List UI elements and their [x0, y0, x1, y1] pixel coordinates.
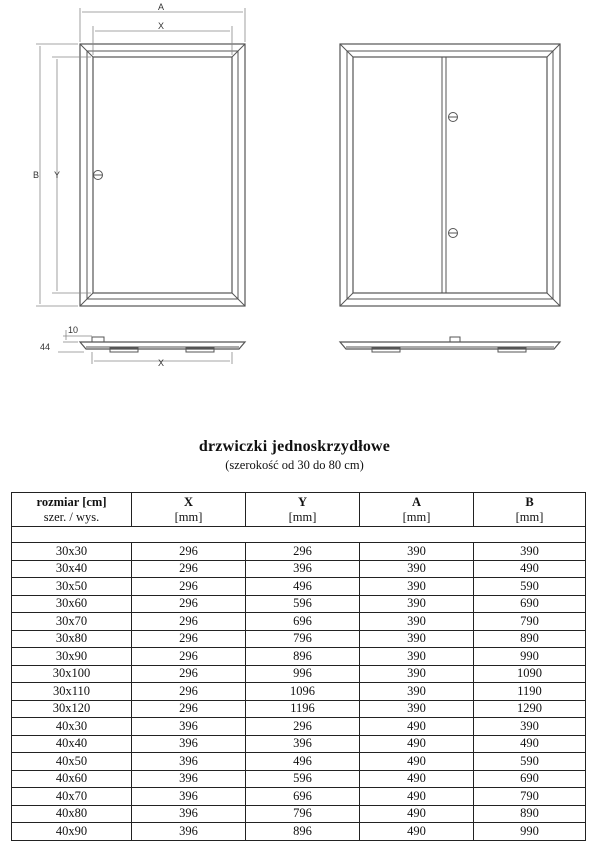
cell-a: 490: [360, 735, 474, 753]
cell-a: 390: [360, 613, 474, 631]
table-header-row: [12, 493, 586, 527]
cell-size: 40x30: [12, 718, 132, 736]
table-row: [12, 595, 586, 613]
cell-b: 890: [474, 805, 586, 823]
lower-lock-icon: [449, 229, 458, 238]
table-row: [12, 700, 586, 718]
cell-b: 590: [474, 578, 586, 596]
dim-label-y: Y: [54, 170, 61, 180]
double-door-front-view: [340, 44, 560, 306]
cell-a: 390: [360, 595, 474, 613]
cell-a: 390: [360, 665, 474, 683]
table-row: [12, 735, 586, 753]
cell-size: 30x40: [12, 560, 132, 578]
cell-x: 296: [132, 683, 246, 701]
cell-a: 490: [360, 805, 474, 823]
cell-size: 30x80: [12, 630, 132, 648]
cell-a: 490: [360, 770, 474, 788]
cell-x: 296: [132, 665, 246, 683]
cell-a: 390: [360, 648, 474, 666]
table-title: drzwiczki jednoskrzydłowe: [198, 438, 391, 455]
dim-label-a: A: [158, 2, 165, 12]
cell-x: 296: [132, 700, 246, 718]
table-row: [12, 683, 586, 701]
table-row: [12, 613, 586, 631]
cell-size: 40x50: [12, 753, 132, 771]
table-row: [12, 823, 586, 841]
cell-y: 796: [246, 630, 360, 648]
cell-x: 296: [132, 543, 246, 561]
cell-a: 390: [360, 630, 474, 648]
table-row: [12, 630, 586, 648]
cell-x: 296: [132, 648, 246, 666]
cell-size: 30x90: [12, 648, 132, 666]
table-row: [12, 665, 586, 683]
cell-b: 1090: [474, 665, 586, 683]
cell-size: 30x70: [12, 613, 132, 631]
cell-a: 390: [360, 683, 474, 701]
cell-y: 396: [246, 560, 360, 578]
cell-y: 696: [246, 788, 360, 806]
cell-b: 890: [474, 630, 586, 648]
cell-a: 390: [360, 578, 474, 596]
cell-b: 1190: [474, 683, 586, 701]
cell-x: 296: [132, 595, 246, 613]
cell-b: 990: [474, 823, 586, 841]
cell-x: 396: [132, 735, 246, 753]
cell-x: 396: [132, 788, 246, 806]
cell-size: 30x50: [12, 578, 132, 596]
cell-size: 40x90: [12, 823, 132, 841]
cell-y: 1196: [246, 700, 360, 718]
single-door-front-view: [80, 44, 245, 306]
table-row: [12, 753, 586, 771]
cell-b: 490: [474, 735, 586, 753]
cell-a: 490: [360, 823, 474, 841]
column-header-x: X [mm]: [132, 493, 246, 527]
dimension-lines: [36, 8, 245, 306]
dimensions-table: [11, 492, 586, 841]
dim-label-x-side: X: [158, 358, 165, 368]
cell-b: 1290: [474, 700, 586, 718]
cell-size: 30x110: [12, 683, 132, 701]
cell-x: 396: [132, 823, 246, 841]
cell-x: 296: [132, 578, 246, 596]
table-row: [12, 560, 586, 578]
table-subtitle: (szerokość od 30 do 80 cm): [225, 458, 364, 472]
cell-y: 496: [246, 578, 360, 596]
cell-x: 296: [132, 560, 246, 578]
dim-label-x-top: X: [158, 21, 165, 31]
column-header-a: A [mm]: [360, 493, 474, 527]
cell-b: 590: [474, 753, 586, 771]
cell-a: 390: [360, 700, 474, 718]
cell-size: 40x40: [12, 735, 132, 753]
cell-y: 1096: [246, 683, 360, 701]
cell-y: 596: [246, 770, 360, 788]
table-row: [12, 578, 586, 596]
cell-y: 496: [246, 753, 360, 771]
cell-x: 296: [132, 630, 246, 648]
cell-x: 396: [132, 718, 246, 736]
cell-b: 390: [474, 543, 586, 561]
cell-b: 790: [474, 788, 586, 806]
table-row: [12, 648, 586, 666]
cell-a: 490: [360, 718, 474, 736]
cell-size: 40x70: [12, 788, 132, 806]
table-row: [12, 718, 586, 736]
cell-b: 490: [474, 560, 586, 578]
upper-lock-icon: [449, 113, 458, 122]
dim-label-44: 44: [40, 342, 51, 352]
cell-y: 396: [246, 735, 360, 753]
cell-b: 690: [474, 595, 586, 613]
cell-a: 390: [360, 543, 474, 561]
table-row: [12, 805, 586, 823]
cell-y: 596: [246, 595, 360, 613]
cell-a: 390: [360, 560, 474, 578]
dim-label-b: B: [33, 170, 40, 180]
column-header-size: rozmiar [cm] szer. / wys.: [12, 493, 132, 527]
cell-x: 396: [132, 770, 246, 788]
cell-y: 296: [246, 543, 360, 561]
cell-size: 30x100: [12, 665, 132, 683]
cell-y: 896: [246, 823, 360, 841]
double-door-side-view: [340, 337, 560, 352]
table-spacer-row: [12, 527, 586, 543]
table-row: [12, 543, 586, 561]
single-door-side-view: [58, 330, 245, 364]
table-row: [12, 788, 586, 806]
cell-size: 40x60: [12, 770, 132, 788]
cell-a: 490: [360, 753, 474, 771]
cell-b: 390: [474, 718, 586, 736]
door-lock-icon: [94, 171, 103, 180]
table-row: [12, 770, 586, 788]
cell-size: 30x30: [12, 543, 132, 561]
column-header-y: Y [mm]: [246, 493, 360, 527]
cell-b: 990: [474, 648, 586, 666]
cell-x: 296: [132, 613, 246, 631]
cell-y: 796: [246, 805, 360, 823]
column-header-b: B [mm]: [474, 493, 586, 527]
cell-y: 896: [246, 648, 360, 666]
cell-b: 790: [474, 613, 586, 631]
dim-label-10: 10: [68, 325, 79, 335]
cell-size: 30x60: [12, 595, 132, 613]
cell-b: 690: [474, 770, 586, 788]
cell-x: 396: [132, 753, 246, 771]
technical-drawing: [0, 0, 589, 380]
cell-x: 396: [132, 805, 246, 823]
cell-size: 40x80: [12, 805, 132, 823]
cell-a: 490: [360, 788, 474, 806]
cell-size: 30x120: [12, 700, 132, 718]
cell-y: 696: [246, 613, 360, 631]
cell-y: 296: [246, 718, 360, 736]
cell-y: 996: [246, 665, 360, 683]
